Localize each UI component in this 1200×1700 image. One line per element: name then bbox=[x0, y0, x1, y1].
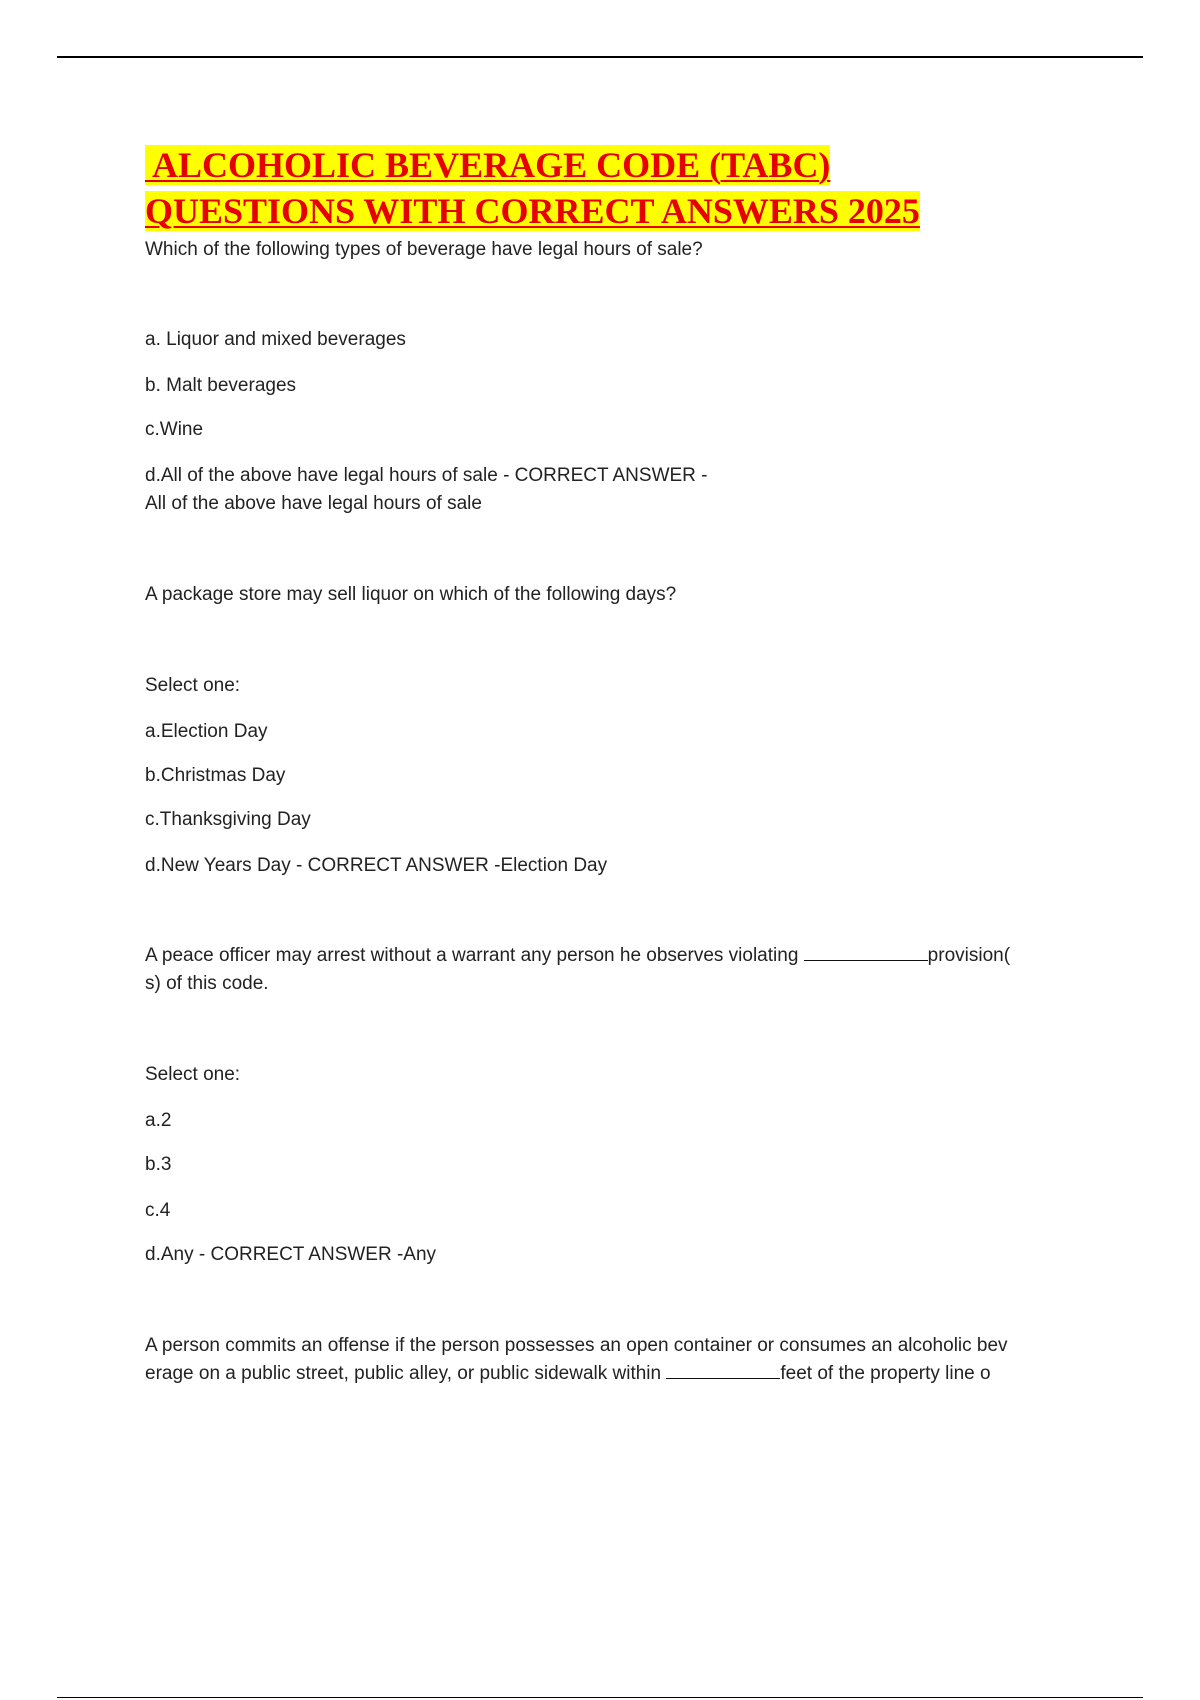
q4-question bbox=[145, 1332, 1085, 1388]
q3-option-c: c.4 bbox=[145, 1200, 171, 1221]
q1-question: Which of the following types of beverage have legal hours of sale? bbox=[145, 239, 703, 260]
q3-option-a: a.2 bbox=[145, 1110, 172, 1131]
q3-blank bbox=[804, 942, 928, 961]
q4-blank bbox=[666, 1360, 780, 1379]
q2-select-one: Select one: bbox=[145, 675, 241, 696]
q2-option-b: b.Christmas Day bbox=[145, 765, 286, 786]
q2-option-c: c.Thanksgiving Day bbox=[145, 809, 311, 830]
q3-question bbox=[145, 942, 1085, 998]
q1-option-d-line2: All of the above have legal hours of sale bbox=[145, 493, 482, 514]
q1-option-a: a. Liquor and mixed beverages bbox=[145, 329, 406, 350]
q4-line1: A person commits an offense if the person possesses an open container or consumes an alcoholic bev bbox=[145, 1335, 1008, 1356]
header-rule bbox=[57, 56, 1143, 58]
q2-option-a: a.Election Day bbox=[145, 721, 268, 742]
q1-option-c: c.Wine bbox=[145, 419, 204, 440]
q3-option-d: d.Any - CORRECT ANSWER -Any bbox=[145, 1244, 437, 1265]
title-line-1: ALCOHOLIC BEVERAGE CODE (TABC) bbox=[145, 145, 831, 185]
q1-option-d bbox=[145, 462, 1085, 518]
q1-option-b: b. Malt beverages bbox=[145, 375, 297, 396]
q3-select-one: Select one: bbox=[145, 1064, 241, 1085]
q1-option-d-line1: d.All of the above have legal hours of sale - CORRECT ANSWER - bbox=[145, 465, 708, 486]
q4-line2-after-blank: feet of the property line o bbox=[780, 1363, 991, 1384]
title-line-2: QUESTIONS WITH CORRECT ANSWERS 2025 bbox=[145, 191, 920, 231]
document-title bbox=[145, 142, 1085, 234]
document-body bbox=[145, 142, 1085, 1388]
q2-question: A package store may sell liquor on which of the following days? bbox=[145, 584, 677, 605]
q3-question-text: A peace officer may arrest without a warrant any person he observes violating bbox=[145, 945, 804, 966]
q3-question-line2: s) of this code. bbox=[145, 973, 269, 994]
footer-rule bbox=[57, 1697, 1143, 1698]
q3-option-b: b.3 bbox=[145, 1154, 172, 1175]
q3-question-after-blank: provision( bbox=[927, 945, 1011, 966]
q2-option-d: d.New Years Day - CORRECT ANSWER -Election Day bbox=[145, 855, 608, 876]
q4-line2-text: erage on a public street, public alley, or public sidewalk within bbox=[145, 1363, 667, 1384]
